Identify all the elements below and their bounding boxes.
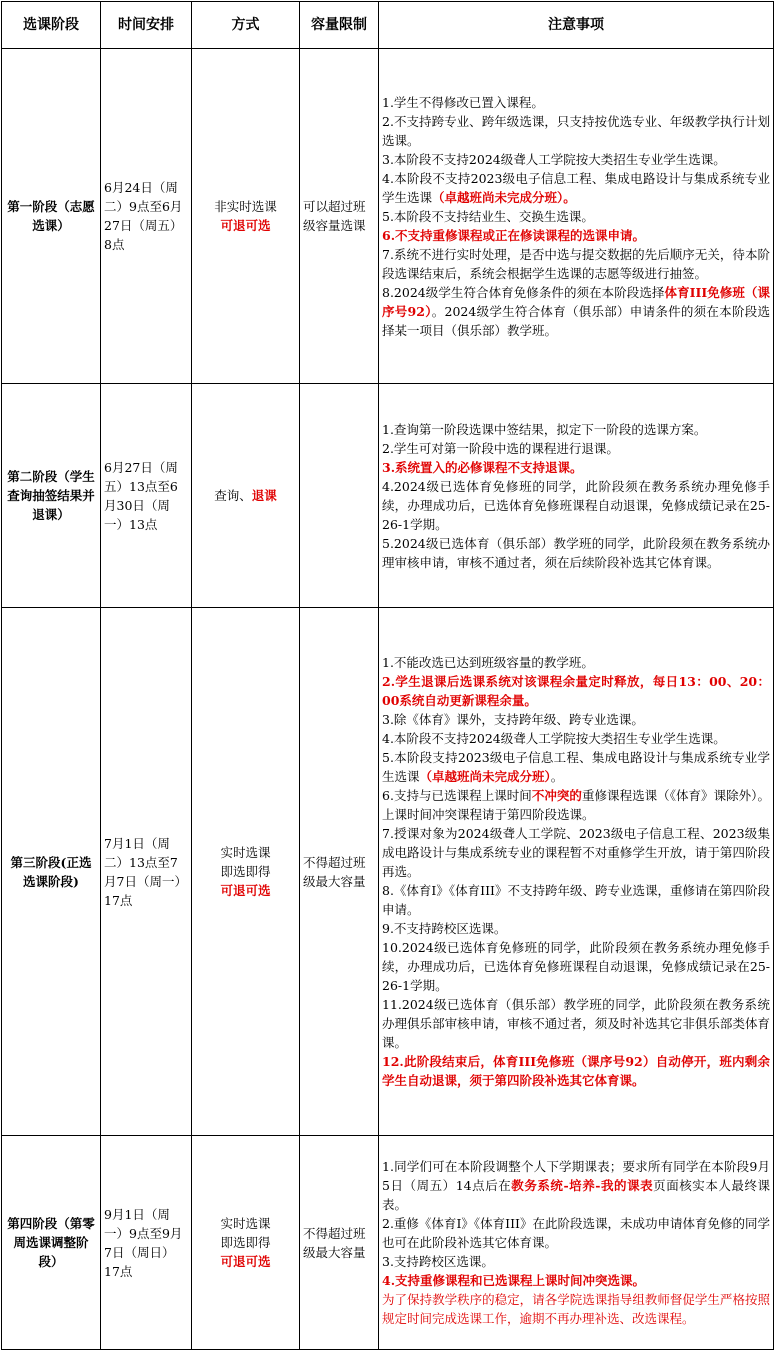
note-item [382,729,770,748]
stage-time: 6月24日（周二）9点至6月27日（周五）8点 [101,49,192,384]
note-item [382,169,770,207]
note-text: 8.《体育Ⅰ》《体育III》不支持跨年级、跨专业选课，重修请在第四阶段申请。 [382,883,770,917]
note-text: 10.2024级已选体育免修班的同学，此阶段须在教务系统办理免修手续，办理成功后，已选体育免修班课程自动退课，免修成绩记录在25-26-1学期。 [382,940,770,993]
note-item [382,245,770,283]
note-item [382,1157,770,1214]
stage-row [2,384,774,608]
stage-name: 第一阶段（志愿选课） [2,49,101,384]
stage-capacity: 可以超过班级容量选课 [300,49,379,384]
note-text: 2.学生可对第一阶段中选的课程进行退课。 [382,440,619,456]
stage-time: 7月1日（周二）13点至7月7日（周一）17点 [101,608,192,1136]
mode-text: 非实时选课 [214,199,277,214]
note-text: 8.2024级学生符合体育免修条件的须在本阶段选择 [382,284,665,300]
note-text: 11.2024级已选体育（俱乐部）教学班的同学，此阶段须在教务系统办理俱乐部审核申请，审核不通过者，须及时补选其它非俱乐部类体育课。 [382,997,770,1050]
header-mode: 方式 [192,2,300,49]
note-text: 体育III免修班（课序号92） [382,284,770,319]
note-item [382,1052,770,1090]
note-item [382,283,770,340]
note-text: 为了保持教学秩序的稳定，请各学院选课指导组教师督促学生严格按照规定时间完成选课工作，逾期不再办理补选、改选课程。 [382,1292,770,1326]
note-item [382,786,770,824]
note-text: 1.同学们可在本阶段调整个人下学期课表；要求所有同学在本阶段9月5日（周五）14点后在 [382,1159,770,1193]
stage-notes [379,49,774,384]
note-text: 教务系统-培养-我的课表 [511,1178,654,1193]
note-item [382,938,770,995]
stage-name: 第三阶段(正选选课阶段) [2,608,101,1136]
mode-text: 即选即得 [220,1235,271,1250]
header-notes: 注意事项 [379,2,774,49]
note-item [382,1252,770,1271]
mode-text: 退课 [251,488,277,503]
stage-name: 第四阶段（第零周选课调整阶段） [2,1136,101,1350]
stage-notes [379,384,774,608]
note-item [382,710,770,729]
note-item [382,881,770,919]
stage-row [2,49,774,384]
mode-text: 可退可选 [220,883,271,898]
stage-capacity [300,384,379,608]
stage-row [2,608,774,1136]
note-text: 7.系统不进行实时处理，是否中选与提交数据的先后顺序无关，待本阶段选课结束后，系统会根据学生选课的志愿等级进行抽签。 [382,246,770,281]
note-text: 4.本阶段不支持2024级聋人工学院按大类招生专业学生选课。 [382,731,726,746]
mode-text: 实时选课 [220,1216,271,1231]
note-item [382,748,770,786]
note-text: 5.本阶段不支持结业生、交换生选课。 [382,208,594,224]
stage-notes [379,1136,774,1350]
stage-mode [192,608,300,1136]
note-text: 2.不支持跨专业、跨年级选课，只支持按优选专业、年级教学执行计划选课。 [382,113,770,148]
stage-mode [192,1136,300,1350]
note-text: 3.支持跨校区选课。 [382,1254,494,1269]
note-text: 1.查询第一阶段选课中签结果，拟定下一阶段的选课方案。 [382,421,707,437]
header-time: 时间安排 [101,2,192,49]
stage-mode [192,49,300,384]
note-text: 12.此阶段结束后，体育III免修班（课序号92）自动停开，班内剩余学生自动退课，须于第四阶段补选其它体育课。 [382,1054,770,1088]
note-item [382,477,770,534]
note-text: 4.支持重修课程和已选课程上课时间冲突选课。 [382,1273,646,1288]
note-text: 6.支持与已选课程上课时间 [382,788,532,803]
mode-text: 即选即得 [220,864,271,879]
note-item [382,534,770,572]
note-item [382,1214,770,1252]
note-item [382,824,770,881]
note-text: 3.系统置入的必修课程不支持退课。 [382,459,583,475]
stage-row [2,1136,774,1350]
note-text: 4.2024级已选体育免修班的同学，此阶段须在教务系统办理免修手续，办理成功后，已选体育免修班课程自动退课，免修成绩记录在25-26-1学期。 [382,478,770,532]
note-item [382,207,770,226]
note-item [382,672,770,710]
mode-text: 查询、 [214,488,252,503]
note-item [382,439,770,458]
note-item [382,653,770,672]
note-text: （卓越班尚未完成分班） [419,769,551,784]
note-item [382,420,770,439]
note-item [382,112,770,150]
schedule-body [2,49,774,1350]
note-item [382,919,770,938]
header-row [2,2,774,49]
stage-capacity: 不得超过班级最大容量 [300,608,379,1136]
header-capacity: 容量限制 [300,2,379,49]
note-text: 3.除《体育》课外，支持跨年级、跨专业选课。 [382,712,644,727]
mode-text: 可退可选 [220,1254,271,1269]
stage-notes [379,608,774,1136]
note-text: 5.2024级已选体育（俱乐部）教学班的同学，此阶段须在教务系统办理审核申请，审核不通过者，须在后续阶段补选其它体育课。 [382,535,770,570]
note-item [382,1290,770,1328]
note-item [382,995,770,1052]
note-text: 6.不支持重修课程或正在修读课程的选课申请。 [382,227,646,243]
note-text: 4.本阶段不支持2023级电子信息工程、集成电路设计与集成系统专业学生选课 [382,170,770,205]
note-text: 7.授课对象为2024级聋人工学院、2023级电子信息工程、2023级集成电路设计与集成系统专业的课程暂不对重修学生开放，请于第四阶段再选。 [382,826,770,879]
stage-name: 第二阶段（学生查询抽签结果并退课） [2,384,101,608]
note-item [382,458,770,477]
note-text: 重修课程选课（《体育》课除外）。上课时间冲突课程请于第四阶段选课。 [382,788,770,822]
note-text: 页面核实本人最终课表。 [382,1178,770,1212]
note-text: 5.本阶段支持2023级电子信息工程、集成电路设计与集成系统专业学生选课 [382,750,770,784]
note-text: 9.不支持跨校区选课。 [382,921,507,936]
note-item [382,1271,770,1290]
note-text: 不冲突的 [531,788,582,803]
note-item [382,93,770,112]
course-selection-schedule-table [1,1,774,1350]
mode-text: 实时选课 [220,845,271,860]
note-text: 2.学生退课后选课系统对该课程余量定时释放，每日13：00、20：00系统自动更新课程余量。 [382,674,770,708]
note-text: 1.不能改选已达到班级容量的教学班。 [382,655,594,670]
stage-time: 6月27日（周五）13点至6月30日（周一）13点 [101,384,192,608]
note-text: 。2024级学生符合体育（俱乐部）申请条件的须在本阶段选择某一项目（俱乐部）教学班。 [382,303,770,338]
stage-time: 9月1日（周一）9点至9月7日（周日）17点 [101,1136,192,1350]
note-text: 3.本阶段不支持2024级聋人工学院按大类招生专业学生选课。 [382,151,726,167]
note-text: 。 [550,769,564,784]
mode-text: 可退可选 [220,218,271,233]
note-text: （卓越班尚未完成分班）。 [432,189,576,205]
note-item [382,150,770,169]
note-text: 1.学生不得修改已置入课程。 [382,94,544,110]
header-stage: 选课阶段 [2,2,101,49]
stage-capacity: 不得超过班级最大容量 [300,1136,379,1350]
note-text: 2.重修《体育Ⅰ》《体育III》在此阶段选课，未成功申请体育免修的同学也可在此阶段补选其它体育课。 [382,1216,770,1250]
note-item [382,226,770,245]
stage-mode [192,384,300,608]
